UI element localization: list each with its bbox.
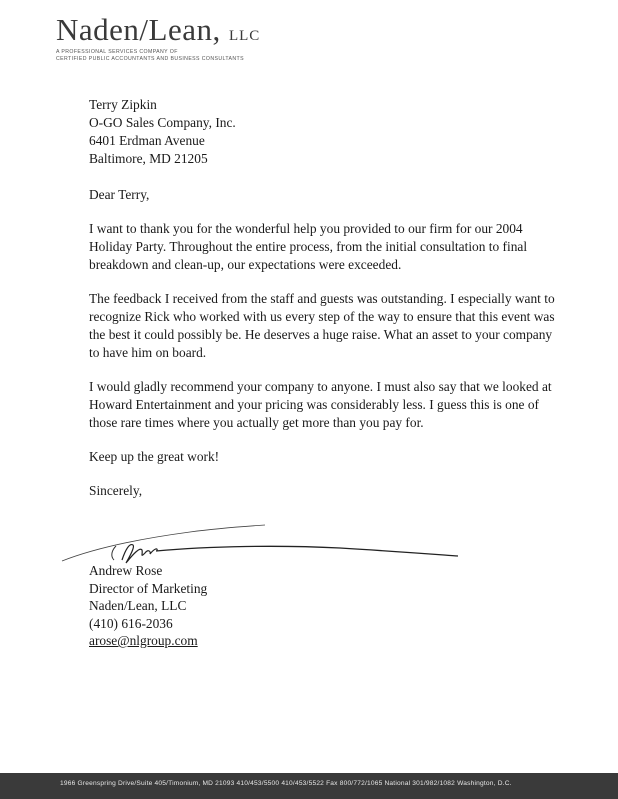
sender-phone: (410) 616-2036	[89, 615, 173, 631]
closing: Sincerely,	[89, 483, 143, 498]
tagline-line-1: A PROFESSIONAL SERVICES COMPANY OF	[56, 49, 178, 55]
paragraph-3: I would gladly recommend your company to anyone. I must also say that we looked at Howard Entertainment and your pricing was considerably less. I guess this is one of those rare times where you actually get more than you pay for.	[89, 379, 552, 430]
recipient-company: O-GO Sales Company, Inc.	[89, 115, 236, 130]
company-tagline	[56, 49, 260, 63]
recipient-address	[89, 96, 559, 168]
salutation: Dear Terry,	[89, 187, 150, 202]
sender-name: Andrew Rose	[89, 563, 163, 578]
paragraph-1: I want to thank you for the wonderful help you provided to our firm for our 2004 Holiday Party. Throughout the entire process, from the initial consultation to final breakdown and clean-up, our expectations were exceeded.	[89, 221, 528, 272]
sender-title: Director of Marketing	[89, 580, 208, 596]
logo-company-name: Naden/Lean,	[56, 12, 221, 47]
sender-email-link[interactable]: arose@nlgroup.com	[89, 633, 198, 648]
footer-address: 1966 Greenspring Drive/Suite 405/Timonium, MD 21093 410/453/5500 410/453/5522 Fax 800/772/1065 National 301/982/1082 Washington, D.C.	[60, 780, 512, 787]
tagline-line-2: CERTIFIED PUBLIC ACCOUNTANTS AND BUSINESS CONSULTANTS	[56, 56, 244, 62]
sender-company: Naden/Lean, LLC	[89, 598, 187, 613]
logo-llc: LLC	[228, 28, 261, 44]
company-logo	[56, 14, 260, 45]
recipient-street: 6401 Erdman Avenue	[89, 133, 205, 148]
letter-body	[89, 96, 559, 500]
footer-bar	[0, 773, 618, 799]
recipient-city: Baltimore, MD 21205	[89, 151, 208, 166]
paragraph-4: Keep up the great work!	[89, 449, 220, 464]
recipient-name: Terry Zipkin	[89, 97, 157, 112]
paragraph-2: The feedback I received from the staff and guests was outstanding. I especially want to recognize Rick who worked with us every step of the way to ensure that this event was the best it could possibly be. He deserves a huge raise. What an asset to your company to have him on board.	[89, 291, 555, 360]
sender-signature-block	[89, 562, 207, 650]
letterhead	[56, 14, 260, 63]
